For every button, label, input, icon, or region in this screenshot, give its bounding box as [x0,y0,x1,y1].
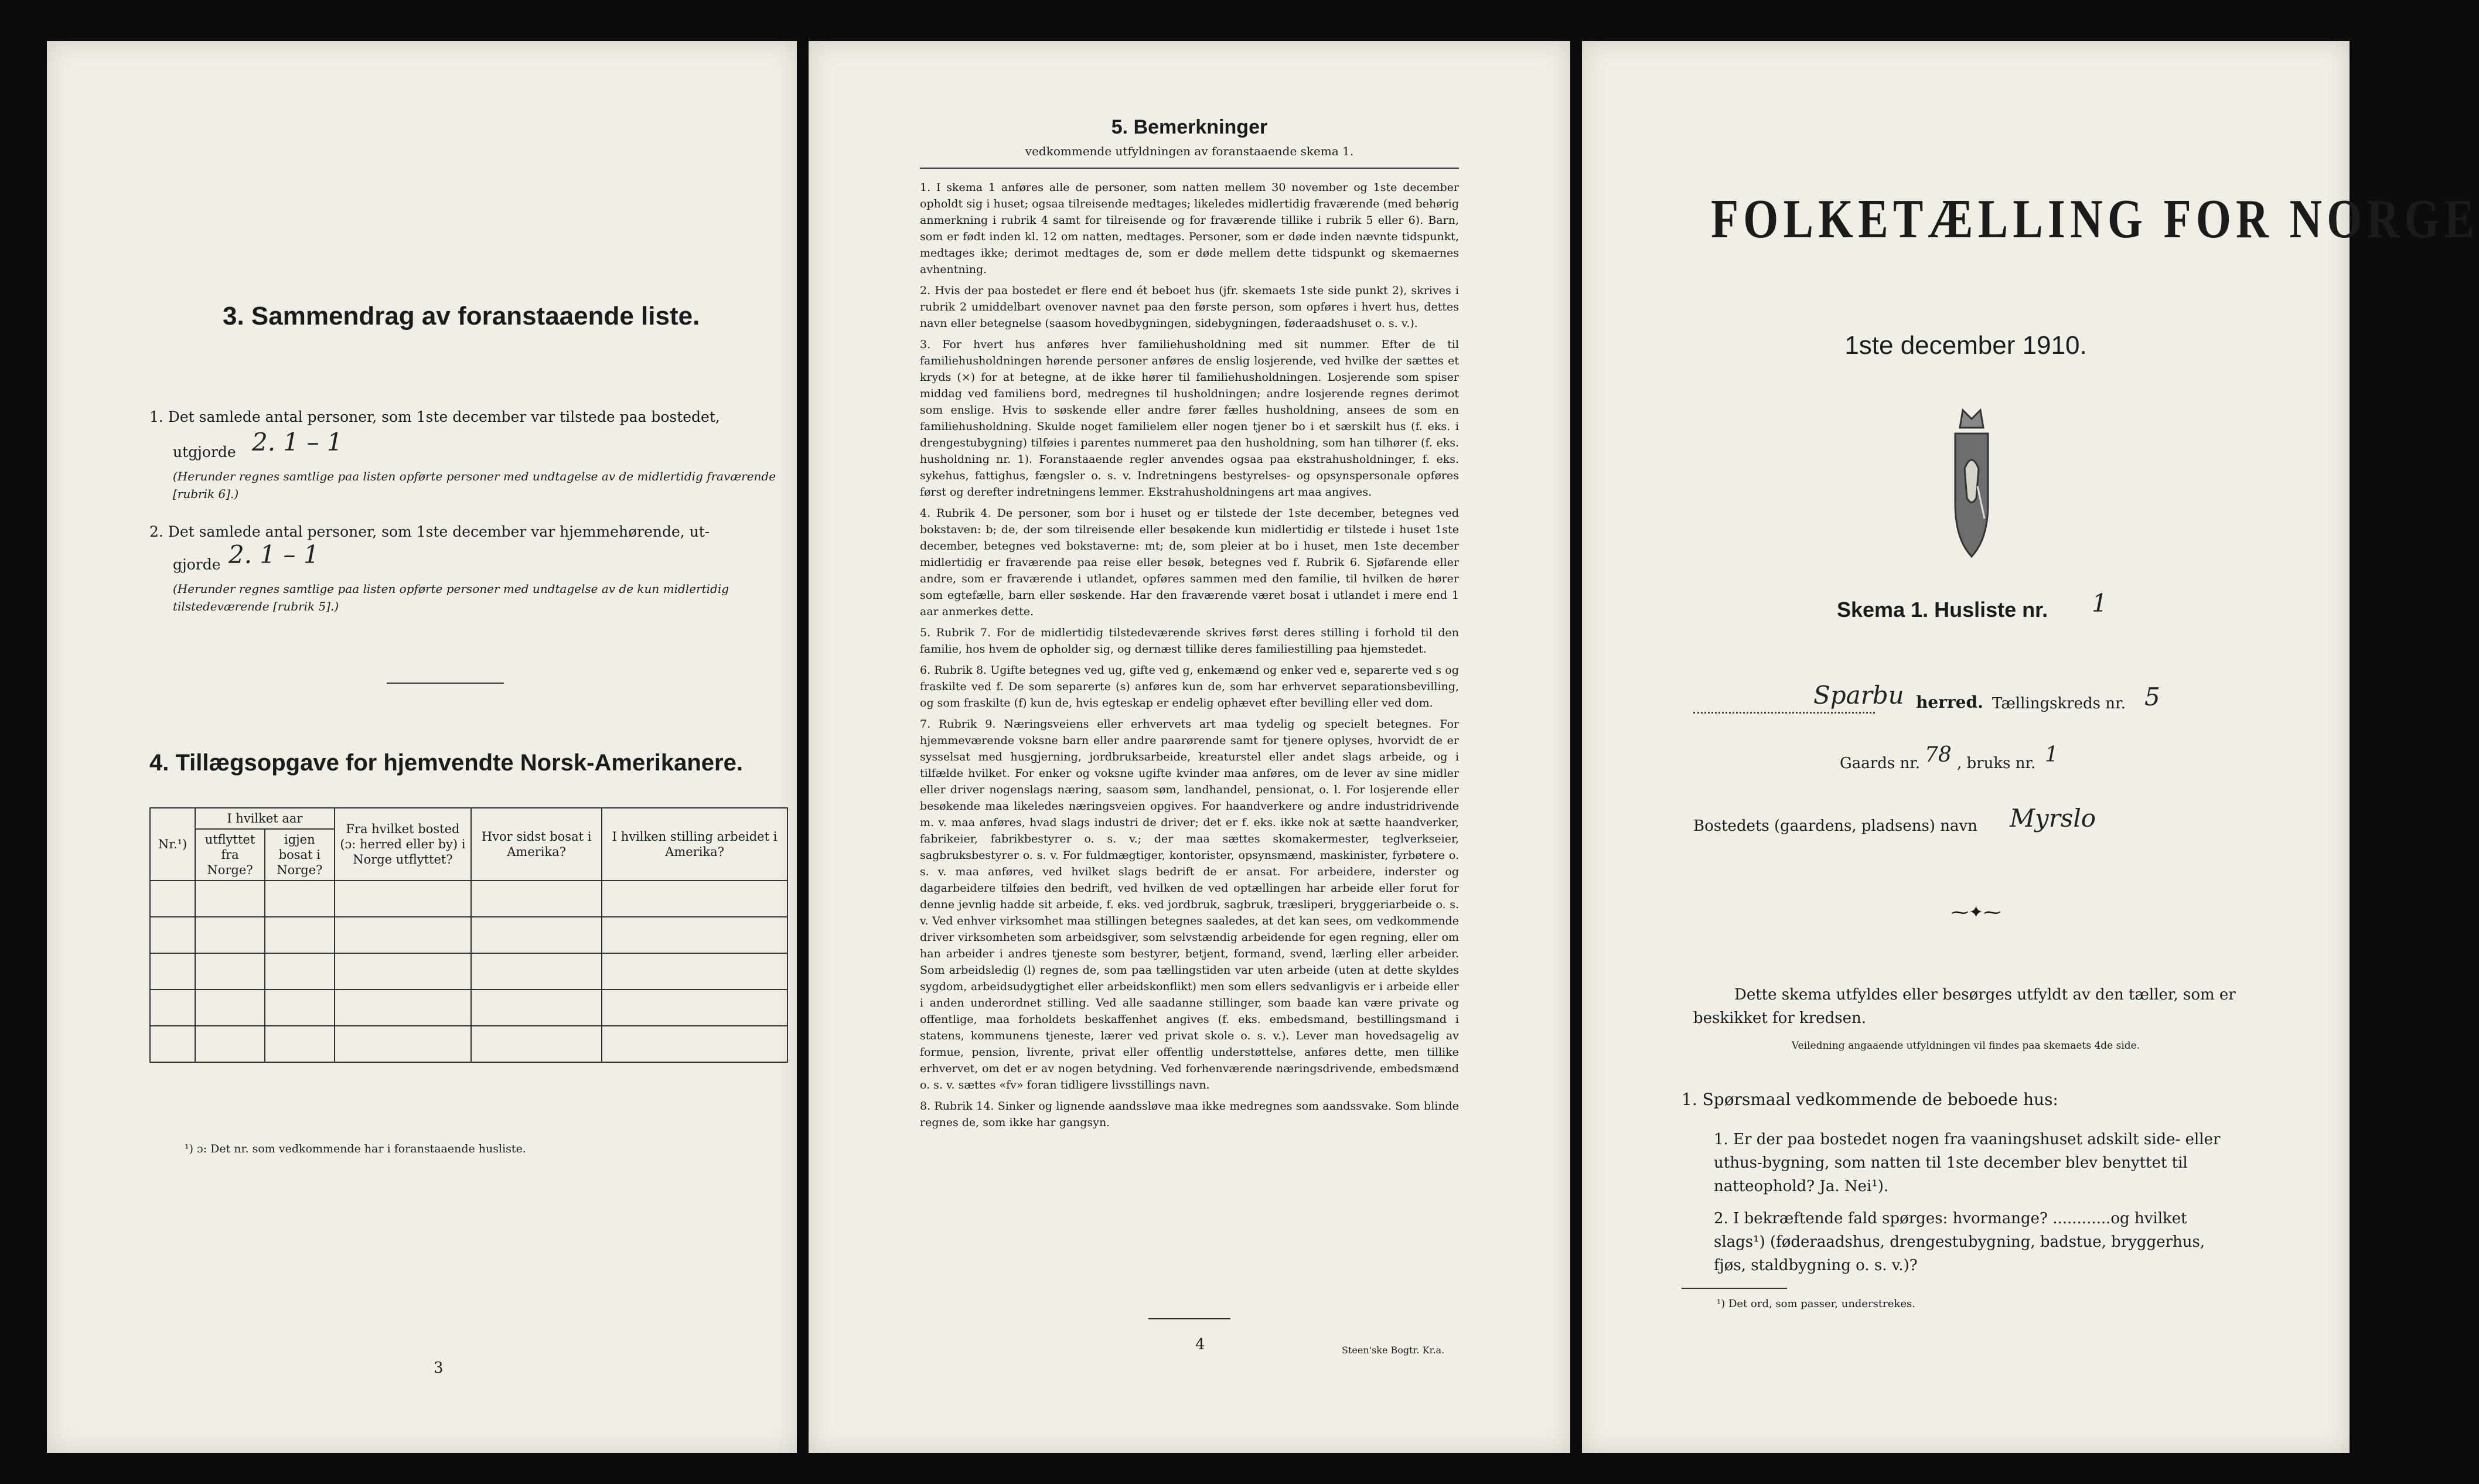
item1-value: 2. 1 – 1 [252,428,343,456]
item1-utgjorde-label: utgjorde [173,444,236,460]
remarks-body [920,179,1459,1135]
q1-item1: 1. Er der paa bostedet nogen fra vaaningshuset adskilt side- eller uthus-bygning, som natten til 1ste december blev benyttet til natteophold? Ja. Nei¹). [1714,1131,2221,1195]
herred-label: herred. [1916,692,1983,712]
table-footnote: ¹) ɔ: Det nr. som vedkommende har i foranstaaende husliste. [185,1142,526,1155]
remark-3: 3. For hvert hus anføres hver familiehusholdning med sit nummer. Efter de til familiehusholdningen hørende personer anføres de enslig losjerende, ved hvilke der sættes et kryds (×) for at betegne, at de ikke hører til familiehusholdningen. Losjerende som spiser middag ved familiens bord, medregnes til husholdningen; andre losjerende regnes derimot som enslige. Hvis to søskende eller andre fører fælles husholdning, ansees de som en familiehusholdning. Skulde noget familielem eller nogen tjener bo i et særskilt hus (f. eks. i drengestubygning) tilføies i parentes nummeret paa den husholdning, som han tilhører (f. eks. husholdning nr. 1). Foranstaaende regler anvendes ogsaa paa ekstrahusholdninger, f. eks. sykehus, fattighus, fængsler o. s. v. Indretningens bestyrelses- og opsynspersonale opføres først og derefter indretningens lemmer. Ekstrahusholdningens art maa angives. [920,338,1459,499]
bottom-divider [1148,1318,1230,1319]
coat-of-arms-icon [1942,404,2001,565]
remark-6: 6. Rubrik 8. Ugifte betegnes ved ug, gifte ved g, enkemænd og enker ved e, separerte ved s og fraskilte ved f. De som separerte (s) anføres kun de, som har erhvervet separationsbevilling, og som fraskilte (f) kun de, hvis egteskap er endelig ophævet efter bevilling eller ved dom. [920,664,1459,709]
census-date: 1ste december 1910. [1844,331,2087,360]
section-divider [387,683,504,684]
table-row [150,1026,787,1062]
skema-label: Skema 1. Husliste nr. [1837,598,2048,622]
norsk-amerikanere-table [149,807,788,1063]
bosted-label: Bostedets (gaardens, pladsens) navn [1693,817,1977,835]
remarks-title: 5. Bemerkninger [1111,116,1268,138]
table-row [150,881,787,917]
q1-title: 1. Spørsmaal vedkommende de beboede hus: [1682,1090,2058,1109]
remark-5: 5. Rubrik 7. For de midlertidig tilstedeværende skrives først deres stilling i forhold til den familie, hos hvem de opholder sig, og dernæst tillike deres familiestilling paa hjemstedet. [920,626,1459,656]
remark-4: 4. Rubrik 4. De personer, som bor i huset og er tilstede der 1ste december, betegnes ved bokstaven: b; de, der som tilreisende eller besøkende kun midlertidig er tilstede i huset 1ste december, betegnes ved bokstaverne: mt; de, som pleier at bo i huset, men 1ste december midlertidig er fraværende paa reise eller besøk, betegnes ved f. Rubrik 6. Sjøfarende eller andre, som er fraværende i utlandet, opføres sammen med den familie, til hvilken de hører som egtefælle, barn eller søskende. Har den fraværende været bosat i utlandet i mere end 1 aar anmerkes dette. [920,507,1459,618]
table-row [150,990,787,1026]
page-left [47,41,797,1453]
remark-7: 7. Rubrik 9. Næringsveiens eller erhvervets art maa tydelig og specielt betegnes. For hjemmeværende voksne barn eller andre paarørende samt for tjenere oplyses, hvorvidt de er sysselsat med husgjerning, jordbruksarbeide, kreaturstel eller andet slags arbeide, og i tilfælde hvilket. For enker og voksne ugifte kvinder maa anføres, om de lever av sine midler eller driver nogenslags næring, saasom søm, landhandel, pensionat, o. l. For losjerende eller besøkende maa likeledes næringsveien opgives. For haandverkere og andre industridrivende m. v. maa anføres, hvad slags industri de driver; det er f. eks. ikke nok at sætte haandverker, fabrikeier, fabrikbestyrer o. s. v.; der maa sættes skomakermester, teglverkseier, sagbruksbestyrer o. s. v. For fuldmægtiger, kontorister, opsynsmænd, maskinister, fyrbøtere o. s. v. maa anføres, ved hvilket slags bedrift de er ansat. For arbeidere, inderster og dagarbeidere tilføies den bedrift, ved hvilken de ved optællingen har arbeide eller forut for denne jevnlig hadde sit arbeide, f. eks. ved jordbruk, sagbruk, træsliperi, bryggeriarbeide o. s. v. Ved enhver virksomhet maa stillingen betegnes saaledes, at det kan sees, om vedkommende driver virksomheten som arbeidsgiver, som selvstændig arbeidende for egen regning, eller om han arbeider i andres tjeneste som bestyrer, betjent, formand, svend, lærling eller arbeider. Som arbeidsledig (l) regnes de, som paa tællingstiden var uten arbeide (uten at dette skyldes sygdom, arbeidsudygtighet eller arbeidskonflikt) men som ellers sedvanligvis er i arbeide eller i anden underordnet stilling. Ved alle saadanne stillinger, som baade kan være private og offentlige, maa forholdets beskaffenhet angives (f. eks. embedsmand, bestillingsmand i statens, kommunens tjeneste, lærer ved privat skole o. s. v.). Lever man hovedsagelig av formue, pension, livrente, privat eller offentlig understøttelse, anføres dette, men tillike erhvervet, om det er av nogen betydning. Ved forhenværende næringsdrivende, embedsmænd o. s. v. sættes «fv» foran tidligere livsstillings navn. [920,718,1459,1091]
main-title: FOLKETÆLLING FOR NORGE [1711,189,2479,250]
page-number-left: 3 [434,1359,444,1377]
remark-1: 1. I skema 1 anføres alle de personer, som natten mellem 30 november og 1ste december opholdt sig i huset; ogsaa tilreisende medtages; likeledes midlertidig fraværende (med behørig anmerkning i rubrik 4 samt for tilreisende og for fraværende tillike i rubrik 5 eller 6). Barn, som er født inden kl. 12 om natten, medtages. Personer, som er døde inden nævnte tidspunkt, medtages ikke; derimot medtages de, som er døde mellem dette tidspunkt og skemaernes avhentning. [920,181,1459,276]
col-stilling: I hvilken stilling arbeidet i Amerika? [602,808,787,881]
table-row [150,917,787,953]
right-footnote: ¹) Det ord, som passer, understrekes. [1717,1298,1915,1310]
col-fra-hvilket: Fra hvilket bosted (ɔ: herred eller by) i Norge utflyttet? [335,808,471,881]
ornament-icon: ⁓✦⁓ [1951,902,2001,923]
footnote-rule [1682,1288,1787,1289]
page-right [1582,41,2479,1453]
item1-note: (Herunder regnes samtlige paa listen opførte personer med undtagelse av de midlertidig fraværende [rubrik 6].) [173,469,776,501]
intro-note: Veiledning angaaende utfyldningen vil findes paa skemaets 4de side. [1791,1040,2140,1052]
kreds-value: 5 [2144,683,2160,711]
q1-item2: 2. I bekræftende fald spørges: hvormange? ............og hvilket slags¹) (føderaadshus, drengestubygning, badstue, bryggerhus, fjøs, staldbygning o. s. v.)? [1714,1210,2205,1274]
page-middle [809,41,1570,1453]
husliste-nr: 1 [2092,589,2108,618]
item2-text: 2. Det samlede antal personer, som 1ste december var hjemmehørende, ut- [149,523,710,540]
remarks-divider [920,168,1459,169]
section4-title: 4. Tillægsopgave for hjemvendte Norsk-Amerikanere. [149,750,743,776]
remark-2: 2. Hvis der paa bostedet er flere end ét beboet hus (jfr. skemaets 1ste side punkt 2), skrives i rubrik 2 umiddelbart ovenover navnet paa den første person, som opføres i hvert hus, dettes navn eller betegnelse (saasom hovedbygningen, sidebygningen, føderaadshuset o. s. v.). [920,284,1459,330]
col-group-aar: I hvilket aar [195,808,335,829]
kreds-label: Tællingskreds nr. [1992,695,2126,712]
col-hvor-sidst: Hvor sidst bosat i Amerika? [471,808,602,881]
page-number-middle: 4 [1195,1336,1205,1353]
bruks-label: , bruks nr. [1957,755,2036,772]
gaards-value: 78 [1925,743,1952,767]
item2-value: 2. 1 – 1 [229,540,319,569]
col-utflyttet: utflyttet fra Norge? [195,829,265,881]
col-nr: Nr.¹) [150,808,195,881]
col-igjen: igjen bosat i Norge? [265,829,335,881]
intro-text: Dette skema utfyldes eller besørges utfyldt av den tæller, som er beskikket for kredsen. [1693,986,2236,1027]
remarks-subtitle: vedkommende utfyldningen av foranstaaende skema 1. [1025,144,1354,158]
bruks-value: 1 [2045,743,2058,767]
bosted-value: Myrslo [2010,804,2096,833]
herred-value: Sparbu [1813,681,1904,709]
item2-note: (Herunder regnes samtlige paa listen opførte personer med undtagelse av de kun midlertidig tilstedeværende [rubrik 5].) [173,582,729,613]
section3-title: 3. Sammendrag av foranstaaende liste. [223,302,700,330]
table-row [150,953,787,990]
item2-utgjorde-label: gjorde [173,556,221,573]
item1-text: 1. Det samlede antal personer, som 1ste december var tilstede paa bostedet, [149,408,720,425]
gaards-label: Gaards nr. [1840,755,1921,772]
printer-mark: Steen'ske Bogtr. Kr.a. [1342,1345,1445,1356]
remark-8: 8. Rubrik 14. Sinker og lignende aandssløve maa ikke medregnes som aandssvake. Som blinde regnes de, som ikke har gangsyn. [920,1100,1459,1129]
